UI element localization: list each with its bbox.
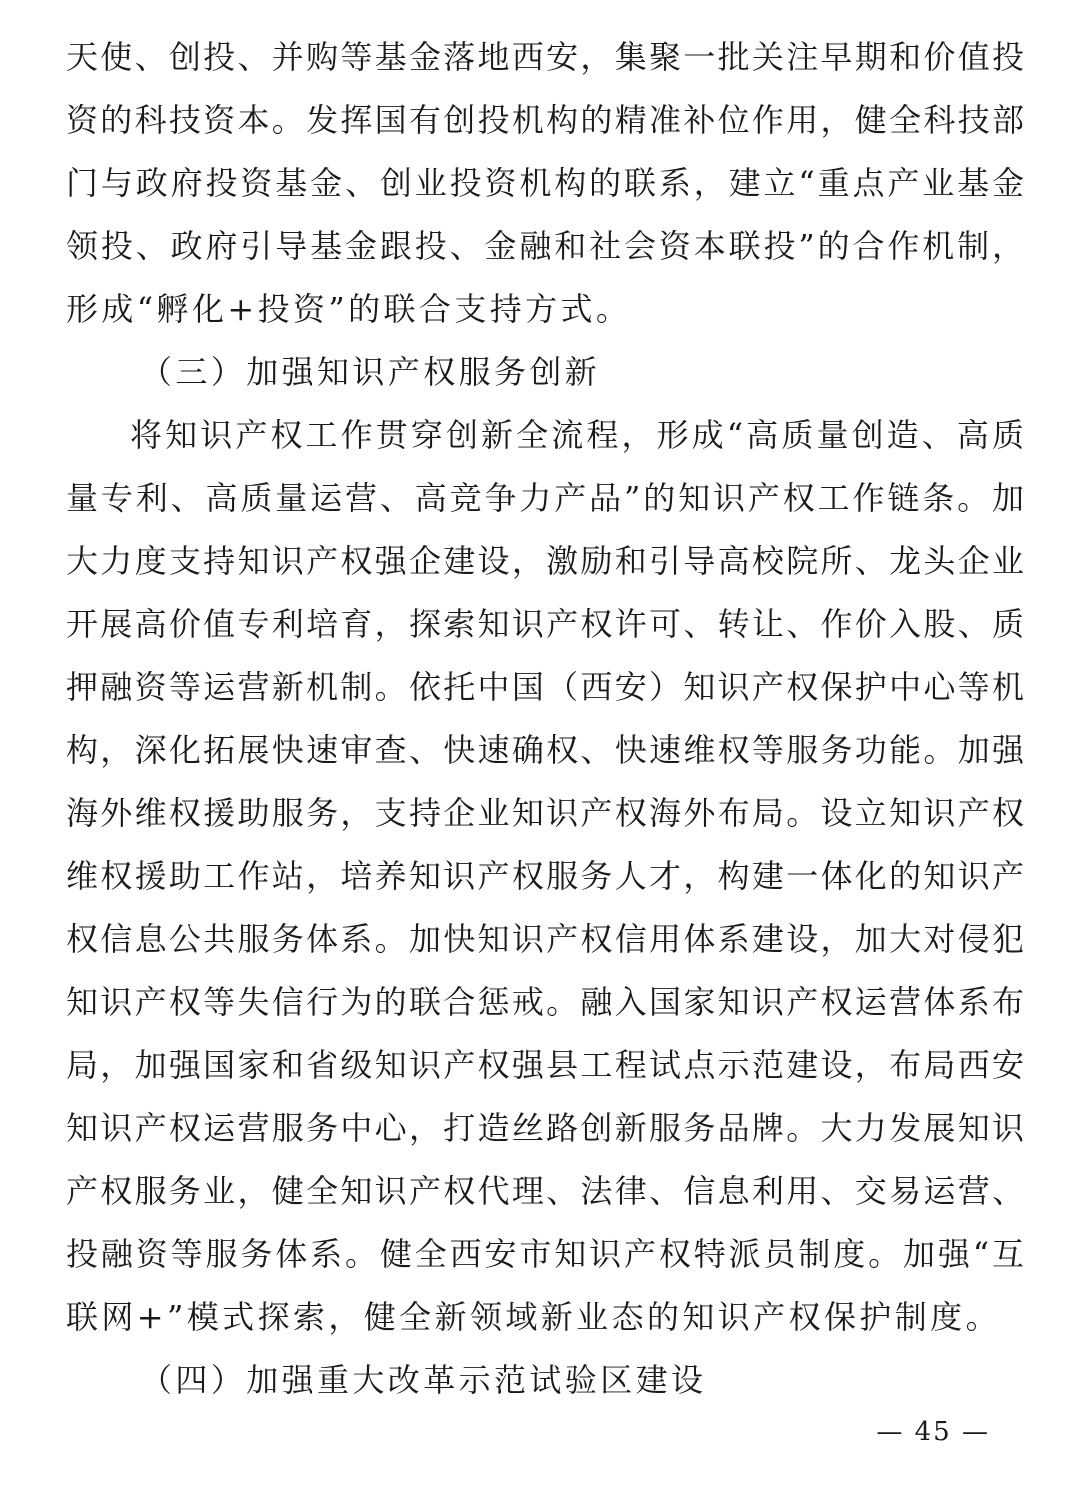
text-line: 形成“孵化+投资”的联合支持方式。	[66, 290, 632, 328]
text-line: 量专利、高质量运营、高竞争力产品”的知识产权工作链条。加	[66, 479, 1024, 517]
text-line: 资的科技资本。发挥国有创投机构的精准补位作用，健全科技部	[66, 101, 1024, 139]
text-line: 维权援助工作站，培养知识产权服务人才，构建一体化的知识产	[66, 857, 1024, 895]
text-line: 投融资等服务体系。健全西安市知识产权特派员制度。加强“互	[66, 1235, 1024, 1273]
text-line: 天使、创投、并购等基金落地西安，集聚一批关注早期和价值投	[66, 38, 1024, 76]
text-line: 局，加强国家和省级知识产权强县工程试点示范建设，布局西安	[66, 1046, 1024, 1084]
section-heading-4: （四）加强重大改革示范试验区建设	[140, 1361, 707, 1399]
text-line: 权信息公共服务体系。加快知识产权信用体系建设，加大对侵犯	[66, 920, 1024, 958]
text-line: 将知识产权工作贯穿创新全流程，形成“高质量创造、高质	[130, 416, 1024, 454]
text-line: 联网+”模式探索，健全新领域新业态的知识产权保护制度。	[66, 1298, 1001, 1336]
text-line: 知识产权运营服务中心，打造丝路创新服务品牌。大力发展知识	[66, 1109, 1024, 1147]
page-number: — 45 —	[876, 1417, 990, 1447]
text-line: 构，深化拓展快速审查、快速确权、快速维权等服务功能。加强	[66, 731, 1024, 769]
text-line: 大力度支持知识产权强企建设，激励和引导高校院所、龙头企业	[66, 542, 1024, 580]
text-line: 领投、政府引导基金跟投、金融和社会资本联投”的合作机制，	[66, 227, 1024, 265]
text-line: 门与政府投资基金、创业投资机构的联系，建立“重点产业基金	[66, 164, 1024, 202]
section-heading-3: （三）加强知识产权服务创新	[140, 353, 601, 391]
text-line: 海外维权援助服务，支持企业知识产权海外布局。设立知识产权	[66, 794, 1024, 832]
text-line: 开展高价值专利培育，探索知识产权许可、转让、作价入股、质	[66, 605, 1024, 643]
text-line: 押融资等运营新机制。依托中国（西安）知识产权保护中心等机	[66, 668, 1024, 706]
text-line: 产权服务业，健全知识产权代理、法律、信息利用、交易运营、	[66, 1172, 1024, 1210]
text-line: 知识产权等失信行为的联合惩戒。融入国家知识产权运营体系布	[66, 983, 1024, 1021]
